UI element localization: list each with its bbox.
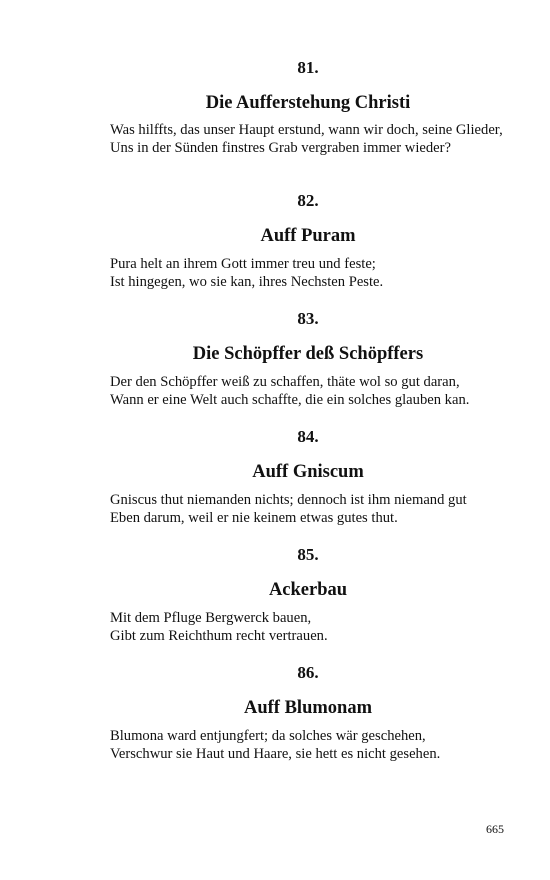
poem-line: Ist hingegen, wo sie kan, ihres Nechsten Peste. <box>110 274 384 290</box>
poem-line: Verschwur sie Haut und Haare, sie hett es nicht gesehen. <box>110 746 441 762</box>
poem-83 <box>110 309 506 409</box>
poem-number: 84. <box>297 427 319 446</box>
poem-number: 86. <box>297 663 319 682</box>
poem-line: Der den Schöpffer weiß zu schaffen, thäte wol so gut daran, <box>110 374 460 390</box>
poem-title: Die Schöpffer deß Schöpffers <box>192 344 424 364</box>
poem-line: Gniscus thut niemanden nichts; dennoch ist ihm niemand gut <box>110 492 467 508</box>
poem-line: Was hilffts, das unser Haupt erstund, wann wir doch, seine Glieder, <box>110 122 503 138</box>
poem-number: 85. <box>297 545 319 564</box>
poem-title: Auff Puram <box>260 226 356 246</box>
poem-81 <box>110 58 506 157</box>
poem-82 <box>110 191 506 291</box>
poem-line: Gibt zum Reichthum recht vertrauen. <box>110 628 328 644</box>
poem-number: 81. <box>297 58 319 77</box>
poem-line: Eben darum, weil er nie keinem etwas gutes thut. <box>110 510 398 526</box>
poem-text <box>110 609 506 645</box>
poem-line: Pura helt an ihrem Gott immer treu und feste; <box>110 256 376 272</box>
poem-line: Mit dem Pfluge Bergwerck bauen, <box>110 610 312 626</box>
poem-title: Auff Gniscum <box>252 462 364 482</box>
poem-84 <box>110 427 506 527</box>
poem-line: Uns in der Sünden finstres Grab vergraben immer wieder? <box>110 140 451 156</box>
poem-line: Blumona ward entjungfert; da solches wär geschehen, <box>110 728 426 744</box>
poem-line: Wann er eine Welt auch schaffte, die ein solches glauben kan. <box>110 392 470 408</box>
page-number: 665 <box>486 822 504 836</box>
poem-title: Auff Blumonam <box>244 698 372 718</box>
poem-title: Die Aufferstehung Christi <box>205 93 411 113</box>
poem-86 <box>110 663 506 763</box>
poem-number: 83. <box>297 309 319 328</box>
poem-text <box>110 727 506 763</box>
poem-number: 82. <box>297 191 319 210</box>
poem-text <box>110 255 506 291</box>
poem-text <box>110 121 506 157</box>
poem-85 <box>110 545 506 645</box>
poem-text <box>110 491 506 527</box>
poem-text <box>110 373 506 409</box>
poem-title: Ackerbau <box>268 580 348 600</box>
